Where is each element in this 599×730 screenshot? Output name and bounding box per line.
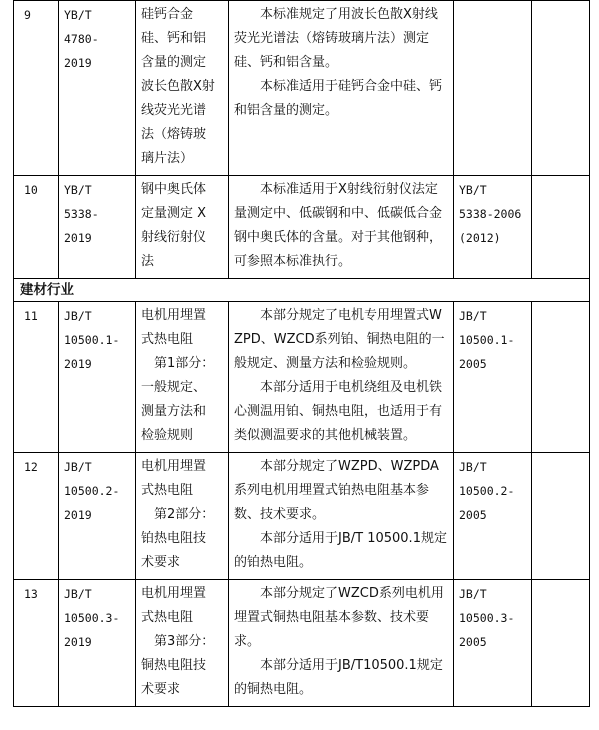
scope-paragraph: 本部分规定了电机专用埋置式WZPD、WZCD系列铂、铜热电阻的一般规定、测量方法和检验规则。 (234, 308, 445, 371)
replaced-standard-line: JB/T (459, 587, 487, 601)
table-row (14, 302, 590, 453)
standard-name-line: 术要求 (141, 682, 181, 697)
empty-cell (532, 580, 590, 707)
standard-code-line: 2019 (64, 508, 92, 522)
standard-name (136, 302, 229, 453)
standard-name-line: 测量方法和 (141, 404, 207, 419)
scope-paragraph: 本标准规定了用波长色散X射线荧光光谱法（熔铸玻璃片法）测定硅、钙和铝含量。 (234, 7, 438, 70)
standard-name (136, 1, 229, 176)
replaced-standard-line: 2005 (459, 508, 487, 522)
scope-paragraph: 本部分规定了WZPD、WZPDA系列电机用埋置式铂热电阻基本参数、技术要求。 (234, 459, 439, 522)
standard-name-line: 钢中奥氏体 (141, 182, 207, 197)
replaced-standard-line: 2005 (459, 635, 487, 649)
replaced-standard-line: 10500.2- (459, 484, 515, 498)
standard-scope (229, 1, 454, 176)
table-body-lower (14, 302, 590, 707)
standard-name-line: 术要求 (141, 555, 181, 570)
row-number: 10 (14, 176, 59, 279)
standard-name-line: 硅钙合金 (141, 7, 194, 22)
replaced-standard (454, 1, 532, 176)
scope-paragraph: 本部分适用于JB/T 10500.1规定的铂热电阻。 (234, 531, 447, 570)
standard-scope (229, 302, 454, 453)
standard-name-line: 电机用埋置 (141, 586, 207, 601)
standard-name-line: 璃片法） (141, 151, 194, 166)
replaced-standard (454, 580, 532, 707)
standard-name-line: 线荧光光谱 (141, 103, 207, 118)
row-number: 13 (14, 580, 59, 707)
empty-cell (532, 176, 590, 279)
replaced-standard-line: JB/T (459, 460, 487, 474)
replaced-standard-line: YB/T (459, 183, 487, 197)
standard-name-line: 法（熔铸玻 (141, 127, 207, 142)
standard-name-line: 检验规则 (141, 428, 194, 443)
standard-name-line: 第1部分： (141, 356, 215, 371)
standard-code-line: 2019 (64, 231, 92, 245)
scope-paragraph: 本部分适用于JB/T10500.1规定的铜热电阻。 (234, 658, 443, 697)
standard-code (59, 453, 136, 580)
table-row (14, 176, 590, 279)
replaced-standard-line: 5338-2006 (459, 207, 522, 221)
row-number: 11 (14, 302, 59, 453)
standard-code-line: 2019 (64, 357, 92, 371)
standard-name-line: 含量的测定 (141, 55, 207, 70)
standard-code-line: JB/T (64, 587, 92, 601)
standard-code-line: 5338- (64, 207, 99, 221)
standard-name-line: 式热电阻 (141, 332, 194, 347)
standard-name-line: 电机用埋置 (141, 459, 207, 474)
replaced-standard (454, 302, 532, 453)
standard-name-line: 一般规定、 (141, 380, 207, 395)
standard-code-line: 2019 (64, 56, 92, 70)
standard-name-line: 波长色散X射 (141, 79, 215, 94)
standard-code-line: 2019 (64, 635, 92, 649)
standard-code-line: YB/T (64, 8, 92, 22)
scope-paragraph: 本标准适用于硅钙合金中硅、钙和铝含量的测定。 (234, 79, 443, 118)
standard-code (59, 580, 136, 707)
standard-name (136, 580, 229, 707)
standards-table (13, 0, 590, 707)
empty-cell (532, 302, 590, 453)
standard-scope (229, 176, 454, 279)
standard-name (136, 453, 229, 580)
standard-name-line: 硅、钙和铝 (141, 31, 207, 46)
row-number: 12 (14, 453, 59, 580)
standard-name (136, 176, 229, 279)
standard-code-line: 4780- (64, 32, 99, 46)
standard-name-line: 式热电阻 (141, 610, 194, 625)
standard-code-line: YB/T (64, 183, 92, 197)
replaced-standard-line: 10500.3- (459, 611, 515, 625)
replaced-standard (454, 176, 532, 279)
standard-code-line: 10500.2- (64, 484, 120, 498)
table-row (14, 580, 590, 707)
scope-paragraph: 本部分规定了WZCD系列电机用埋置式铜热电阻基本参数、技术要求。 (234, 586, 444, 649)
section-row-group (14, 279, 590, 302)
standard-name-line: 第2部分： (141, 507, 215, 522)
table-body-upper (14, 1, 590, 279)
replaced-standard-line: (2012) (459, 231, 501, 245)
standard-name-line: 电机用埋置 (141, 308, 207, 323)
standard-code-line: JB/T (64, 460, 92, 474)
standard-scope (229, 453, 454, 580)
standard-name-line: 法 (141, 254, 155, 269)
scope-paragraph: 本部分适用于电机绕组及电机铁心测温用铂、铜热电阻，也适用于有类似测温要求的其他机械装置。 (234, 380, 443, 443)
replaced-standard (454, 453, 532, 580)
table-row (14, 1, 590, 176)
replaced-standard-line: 2005 (459, 357, 487, 371)
replaced-standard-line: 10500.1- (459, 333, 515, 347)
empty-cell (532, 453, 590, 580)
empty-cell (532, 1, 590, 176)
standard-name-line: 铂热电阻技 (141, 531, 207, 546)
scope-paragraph: 本标准适用于X射线衍射仪法定量测定中、低碳钢和中、低碳低合金钢中奥氏体的含量。对于其他钢种，可参照本标准执行。 (234, 182, 443, 269)
standard-scope (229, 580, 454, 707)
standard-name-line: 铜热电阻技 (141, 658, 207, 673)
standard-name-line: 第3部分： (141, 634, 215, 649)
table-row (14, 453, 590, 580)
standard-code (59, 302, 136, 453)
replaced-standard-line: JB/T (459, 309, 487, 323)
standard-name-line: 射线衍射仪 (141, 230, 207, 245)
row-number: 9 (14, 1, 59, 176)
section-row (14, 279, 590, 302)
section-title: 建材行业 (14, 279, 590, 302)
standard-code (59, 176, 136, 279)
standard-code (59, 1, 136, 176)
standard-code-line: 10500.3- (64, 611, 120, 625)
standard-name-line: 定量测定 X (141, 206, 207, 221)
standard-code-line: 10500.1- (64, 333, 120, 347)
standard-code-line: JB/T (64, 309, 92, 323)
standard-name-line: 式热电阻 (141, 483, 194, 498)
